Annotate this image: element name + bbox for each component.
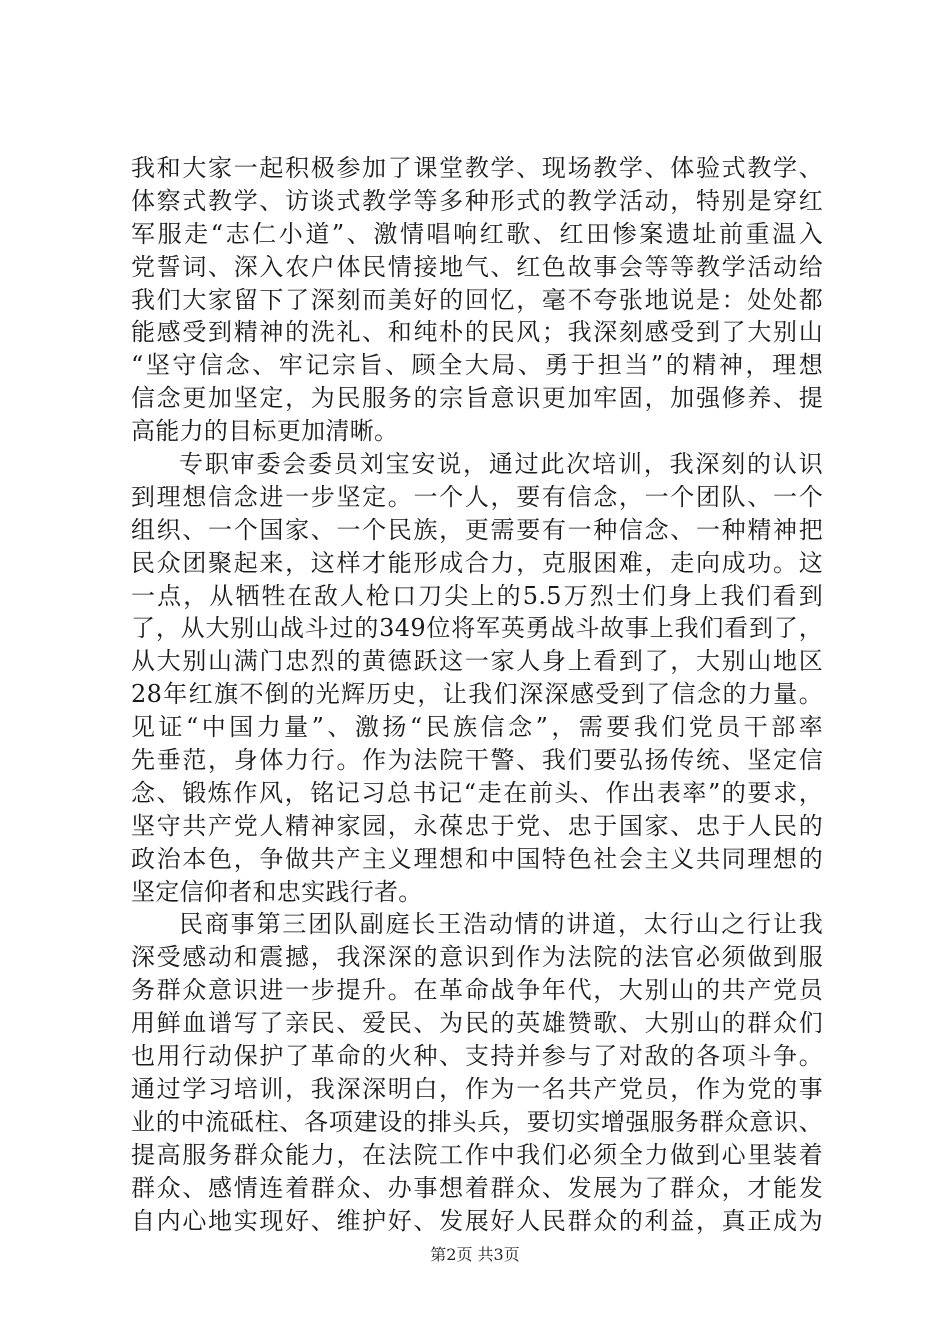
text-line: 组织、一个国家、一个民族，更需要有一种信念、一种精神把	[131, 515, 823, 544]
body-text	[131, 152, 823, 1237]
text-line: 坚定信仰者和忠实践行者。	[131, 877, 423, 906]
text-line: 我们大家留下了深刻而美好的回忆，毫不夸张地说是：处处都	[131, 285, 823, 314]
text-line: 也用行动保护了革命的火种、支持并参与了对敌的各项斗争。	[131, 1042, 823, 1071]
text-line: 见证“中国力量”、激扬“民族信念”，需要我们党员干部率	[131, 713, 823, 742]
text-line: 28年红旗不倒的光辉历史，让我们深深感受到了信念的力量。	[131, 680, 823, 709]
text-line: 深受感动和震撼，我深深的意识到作为法院的法官必须做到服	[131, 943, 823, 972]
text-line: 了，从大别山战斗过的349位将军英勇战斗故事上我们看到了，	[131, 614, 823, 643]
text-line: 高能力的目标更加清晰。	[131, 417, 399, 446]
text-line: 坚守共产党人精神家园，永葆忠于党、忠于国家、忠于人民的	[131, 811, 823, 840]
text-line: 政治本色，争做共产主义理想和中国特色社会主义共同理想的	[131, 844, 823, 873]
text-line: “坚守信念、牢记宗旨、顾全大局、勇于担当”的精神，理想	[131, 351, 823, 380]
text-line: 群众、感情连着群众、办事想着群众、发展为了群众，才能发	[131, 1173, 823, 1202]
text-line: 到理想信念进一步坚定。一个人，要有信念，一个团队、一个	[131, 482, 823, 511]
text-line: 民商事第三团队副庭长王浩动情的讲道，太行山之行让我	[179, 910, 823, 939]
text-line: 民众团聚起来，这样才能形成合力，克服困难，走向成功。这	[131, 548, 823, 577]
text-line: 我和大家一起积极参加了课堂教学、现场教学、体验式教学、	[131, 154, 823, 182]
text-line: 念、锻炼作风，铭记习总书记“走在前头、作出表率”的要求，	[131, 778, 823, 807]
text-line: 务群众意识进一步提升。在革命战争年代，大别山的共产党员	[131, 976, 823, 1005]
text-line: 先垂范，身体力行。作为法院干警、我们要弘扬传统、坚定信	[131, 746, 823, 775]
text-line: 军服走“志仁小道”、激情唱响红歌、红田惨案遗址前重温入	[131, 219, 823, 248]
text-line: 自内心地实现好、维护好、发展好人民群众的利益，真正成为	[131, 1206, 823, 1235]
text-line: 一点，从牺牲在敌人枪口刀尖上的5.5万烈士们身上我们看到	[131, 581, 823, 610]
text-line: 信念更加坚定，为民服务的宗旨意识更加牢固，加强修养、提	[131, 384, 823, 413]
text-line: 从大别山满门忠烈的黄德跃这一家人身上看到了，大别山地区	[131, 647, 823, 676]
text-line: 专职审委会委员刘宝安说，通过此次培训，我深刻的认识	[179, 450, 823, 479]
text-line: 用鲜血谱写了亲民、爱民、为民的英雄赞歌、大别山的群众们	[131, 1009, 823, 1038]
text-line: 体察式教学、访谈式教学等多种形式的教学活动，特别是穿红	[131, 186, 823, 215]
text-line: 党誓词、深入农户体民情接地气、红色故事会等等教学活动给	[131, 252, 823, 281]
text-line: 业的中流砥柱、各项建设的排头兵，要切实增强服务群众意识、	[131, 1107, 823, 1136]
text-line: 能感受到精神的洗礼、和纯朴的民风；我深刻感受到了大别山	[131, 318, 823, 347]
text-line: 通过学习培训，我深深明白，作为一名共产党员，作为党的事	[131, 1074, 823, 1103]
page-footer: 第2页 共3页	[430, 1245, 520, 1264]
text-line: 提高服务群众能力，在法院工作中我们必须全力做到心里装着	[131, 1140, 823, 1169]
